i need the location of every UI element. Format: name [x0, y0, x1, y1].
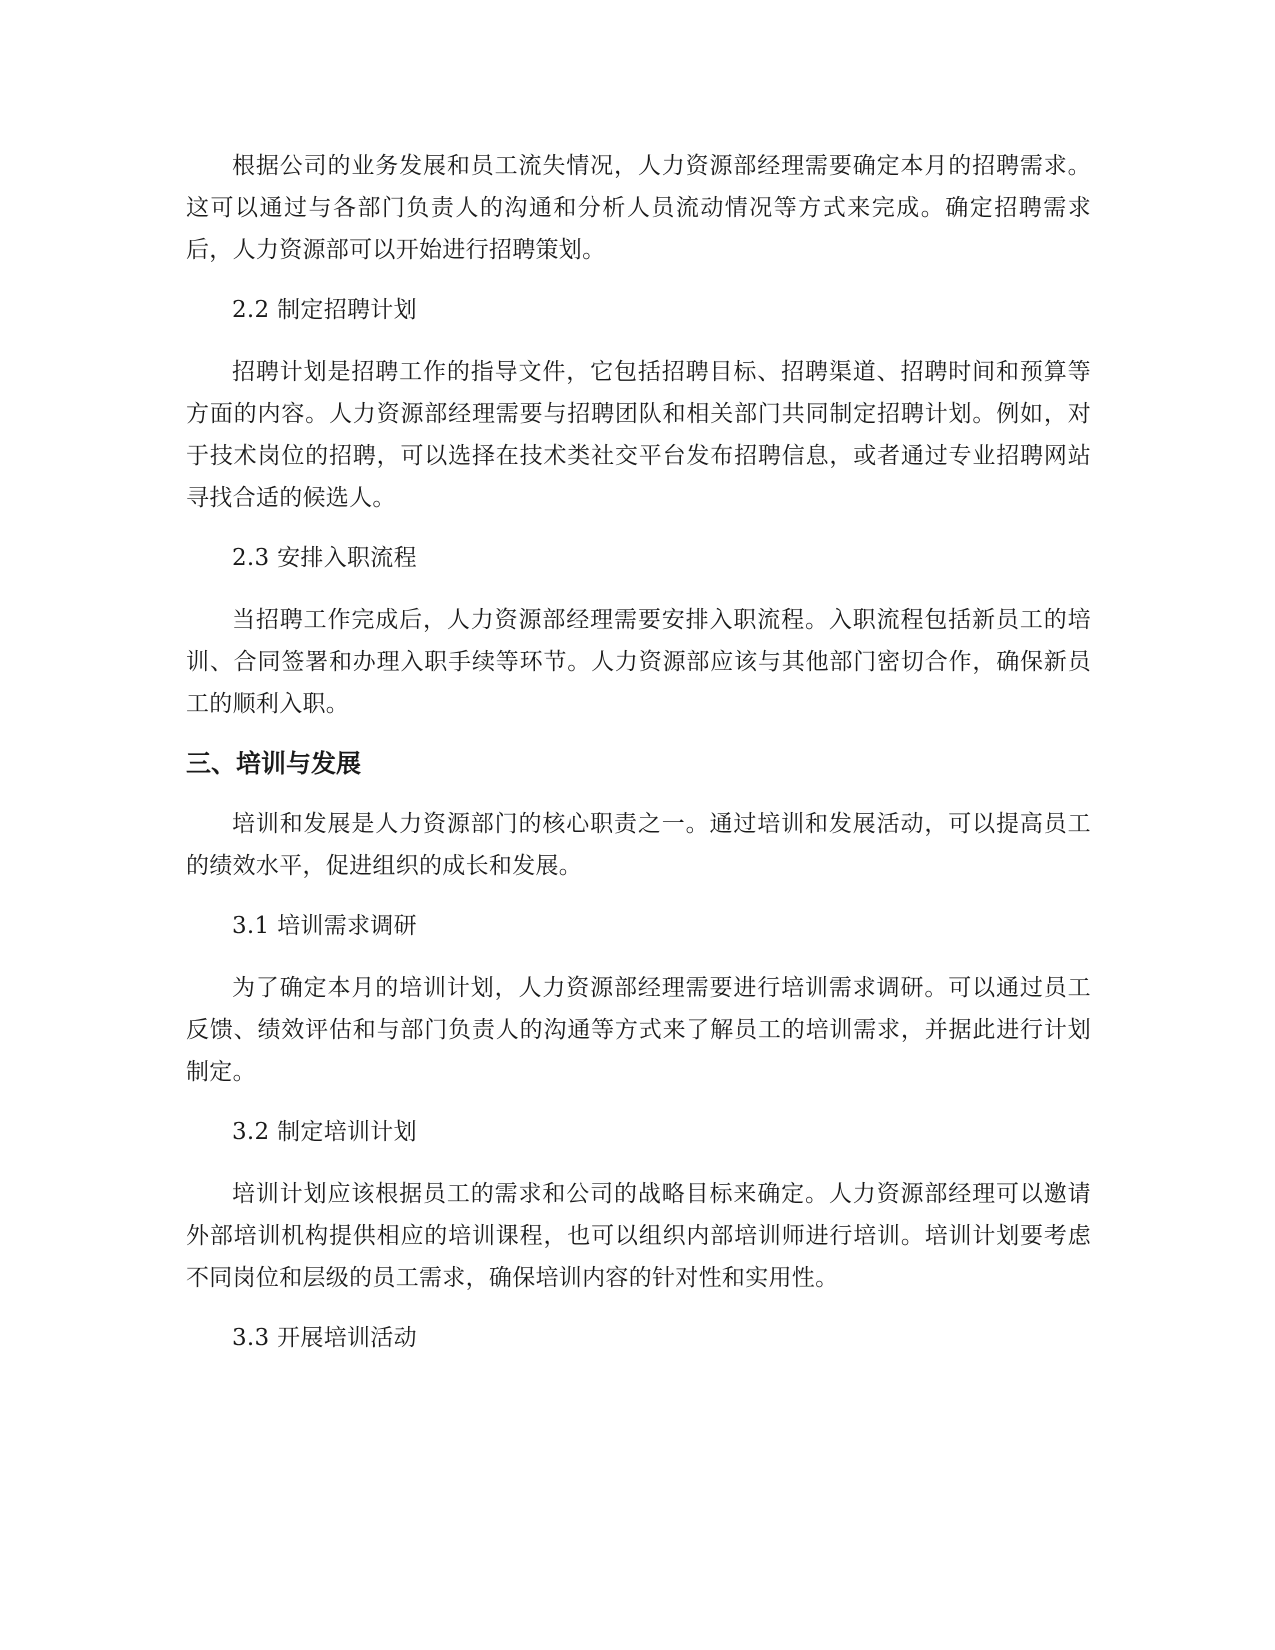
onboarding-paragraph: 当招聘工作完成后，人力资源部经理需要安排入职流程。入职流程包括新员工的培训、合同签署和办理入职手续等环节。人力资源部应该与其他部门密切合作，确保新员工的顺利入职。: [186, 607, 1091, 717]
subheading-onboarding: 2.3 安排入职流程: [232, 545, 417, 571]
subheading-training-activities: 3.3 开展培训活动: [232, 1325, 417, 1351]
section-heading-training: 三、培训与发展: [186, 749, 362, 778]
subheading-training-plan: 3.2 制定培训计划: [232, 1119, 417, 1145]
training-plan-paragraph: 培训计划应该根据员工的需求和公司的战略目标来确定。人力资源部经理可以邀请外部培训机构提供相应的培训课程，也可以组织内部培训师进行培训。培训计划要考虑不同岗位和层级的员工需求，确保培训内容的针对性和实用性。: [186, 1181, 1091, 1291]
subheading-training-needs: 3.1 培训需求调研: [232, 913, 417, 939]
document-page: [186, 145, 1091, 1379]
training-needs-paragraph: 为了确定本月的培训计划，人力资源部经理需要进行培训需求调研。可以通过员工反馈、绩效评估和与部门负责人的沟通等方式来了解员工的培训需求，并据此进行计划制定。: [186, 975, 1091, 1085]
recruitment-plan-paragraph: 招聘计划是招聘工作的指导文件，它包括招聘目标、招聘渠道、招聘时间和预算等方面的内容。人力资源部经理需要与招聘团队和相关部门共同制定招聘计划。例如，对于技术岗位的招聘，可以选择在技术类社交平台发布招聘信息，或者通过专业招聘网站寻找合适的候选人。: [186, 359, 1091, 511]
training-intro-paragraph: 培训和发展是人力资源部门的核心职责之一。通过培训和发展活动，可以提高员工的绩效水平，促进组织的成长和发展。: [186, 811, 1091, 879]
subheading-recruitment-plan: 2.2 制定招聘计划: [232, 297, 417, 323]
recruitment-needs-paragraph: 根据公司的业务发展和员工流失情况，人力资源部经理需要确定本月的招聘需求。这可以通过与各部门负责人的沟通和分析人员流动情况等方式来完成。确定招聘需求后，人力资源部可以开始进行招聘策划。: [186, 153, 1091, 263]
